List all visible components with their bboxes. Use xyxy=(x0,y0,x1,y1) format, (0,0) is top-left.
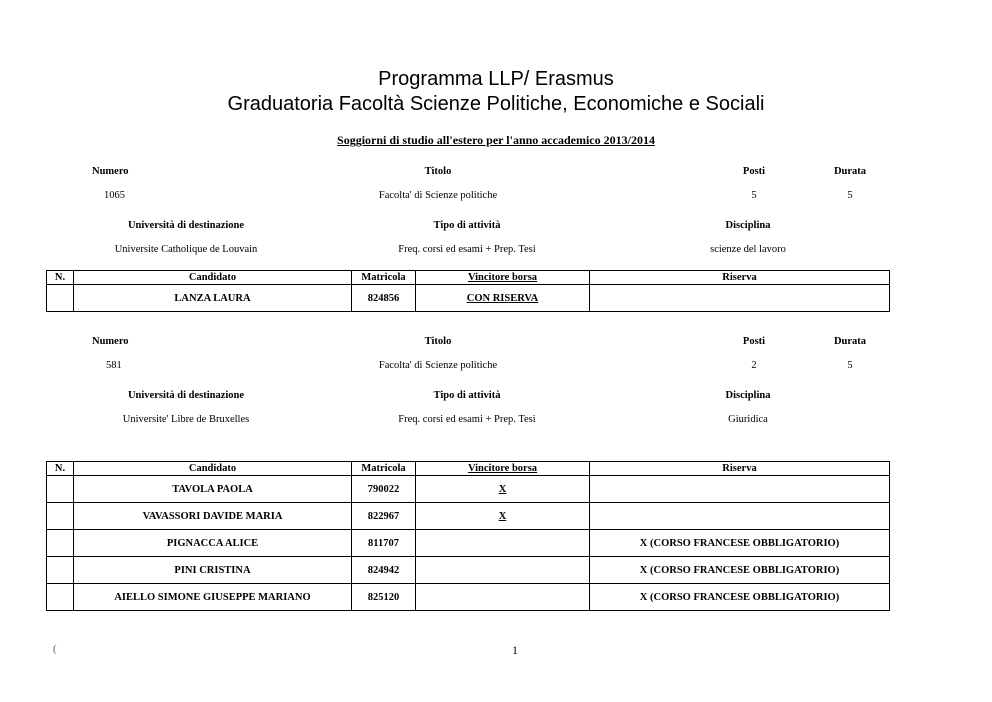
col-header-matricola: Matricola xyxy=(352,271,416,285)
label-disciplina: Disciplina xyxy=(725,220,771,231)
label-numero: Numero xyxy=(92,166,129,177)
cell-candidato: LANZA LAURA xyxy=(74,285,352,312)
cell-n xyxy=(47,285,74,312)
cell-vincitore: X xyxy=(416,476,590,503)
cell-matricola: 822967 xyxy=(352,503,416,530)
footer-mark: ( xyxy=(53,644,57,655)
program-titolo: Facolta' di Scienze politiche xyxy=(378,360,498,371)
document-title: Programma LLP/ Erasmus xyxy=(378,68,614,90)
table-header-row xyxy=(47,462,890,476)
candidates-table xyxy=(46,461,890,611)
label-durata: Durata xyxy=(833,336,867,347)
cell-n xyxy=(47,503,74,530)
cell-candidato: VAVASSORI DAVIDE MARIA xyxy=(74,503,352,530)
col-header-vincitore: Vincitore borsa xyxy=(416,271,590,285)
label-disciplina: Disciplina xyxy=(725,390,771,401)
program-numero: 1065 xyxy=(104,190,125,201)
page-number: 1 xyxy=(512,643,518,657)
col-header-vincitore: Vincitore borsa xyxy=(416,462,590,476)
label-tipo: Tipo di attività xyxy=(433,390,501,401)
label-numero: Numero xyxy=(92,336,129,347)
program-universita: Universite Catholique de Louvain xyxy=(114,244,258,255)
cell-vincitore: X xyxy=(416,503,590,530)
cell-riserva xyxy=(590,476,890,503)
program-tipo: Freq. corsi ed esami + Prep. Tesi xyxy=(398,244,536,255)
cell-n xyxy=(47,557,74,584)
program-posti: 5 xyxy=(751,190,757,201)
program-numero: 581 xyxy=(106,360,122,371)
program-universita: Universite' Libre de Bruxelles xyxy=(122,414,250,425)
program-durata: 5 xyxy=(847,360,853,371)
cell-vincitore xyxy=(416,530,590,557)
label-titolo: Titolo xyxy=(424,336,452,347)
cell-riserva: X (CORSO FRANCESE OBBLIGATORIO) xyxy=(590,530,890,557)
table-row xyxy=(47,503,890,530)
candidates-table xyxy=(46,270,890,312)
label-posti: Posti xyxy=(742,166,766,177)
academic-year-subtitle: Soggiorni di studio all'estero per l'anno accademico 2013/2014 xyxy=(337,133,655,147)
cell-matricola: 790022 xyxy=(352,476,416,503)
label-durata: Durata xyxy=(833,166,867,177)
cell-candidato: AIELLO SIMONE GIUSEPPE MARIANO xyxy=(74,584,352,611)
program-disciplina: Giuridica xyxy=(728,414,768,425)
label-tipo: Tipo di attività xyxy=(433,220,501,231)
program-posti: 2 xyxy=(751,360,757,371)
document-subtitle-faculty: Graduatoria Facoltà Scienze Politiche, Economiche e Sociali xyxy=(227,93,765,115)
label-posti: Posti xyxy=(742,336,766,347)
col-header-matricola: Matricola xyxy=(352,462,416,476)
table-row xyxy=(47,557,890,584)
program-tipo: Freq. corsi ed esami + Prep. Tesi xyxy=(398,414,536,425)
table-row xyxy=(47,285,890,312)
cell-riserva: X (CORSO FRANCESE OBBLIGATORIO) xyxy=(590,584,890,611)
cell-vincitore xyxy=(416,557,590,584)
program-titolo: Facolta' di Scienze politiche xyxy=(378,190,498,201)
cell-n xyxy=(47,584,74,611)
col-header-riserva: Riserva xyxy=(590,271,890,285)
program-durata: 5 xyxy=(847,190,853,201)
cell-n xyxy=(47,476,74,503)
col-header-n: N. xyxy=(47,271,74,285)
label-titolo: Titolo xyxy=(424,166,452,177)
col-header-candidato: Candidato xyxy=(74,462,352,476)
table-header-row xyxy=(47,271,890,285)
table-row xyxy=(47,584,890,611)
col-header-candidato: Candidato xyxy=(74,271,352,285)
cell-riserva xyxy=(590,503,890,530)
cell-matricola: 824942 xyxy=(352,557,416,584)
label-universita: Università di destinazione xyxy=(127,220,245,231)
col-header-n: N. xyxy=(47,462,74,476)
col-header-riserva: Riserva xyxy=(590,462,890,476)
table-row xyxy=(47,476,890,503)
cell-candidato: TAVOLA PAOLA xyxy=(74,476,352,503)
cell-matricola: 825120 xyxy=(352,584,416,611)
cell-matricola: 811707 xyxy=(352,530,416,557)
cell-riserva xyxy=(590,285,890,312)
table-row xyxy=(47,530,890,557)
label-universita: Università di destinazione xyxy=(127,390,245,401)
cell-matricola: 824856 xyxy=(352,285,416,312)
cell-riserva: X (CORSO FRANCESE OBBLIGATORIO) xyxy=(590,557,890,584)
cell-vincitore xyxy=(416,584,590,611)
cell-vincitore: CON RISERVA xyxy=(416,285,590,312)
cell-candidato: PIGNACCA ALICE xyxy=(74,530,352,557)
cell-candidato: PINI CRISTINA xyxy=(74,557,352,584)
program-disciplina: scienze del lavoro xyxy=(710,244,786,255)
cell-n xyxy=(47,530,74,557)
